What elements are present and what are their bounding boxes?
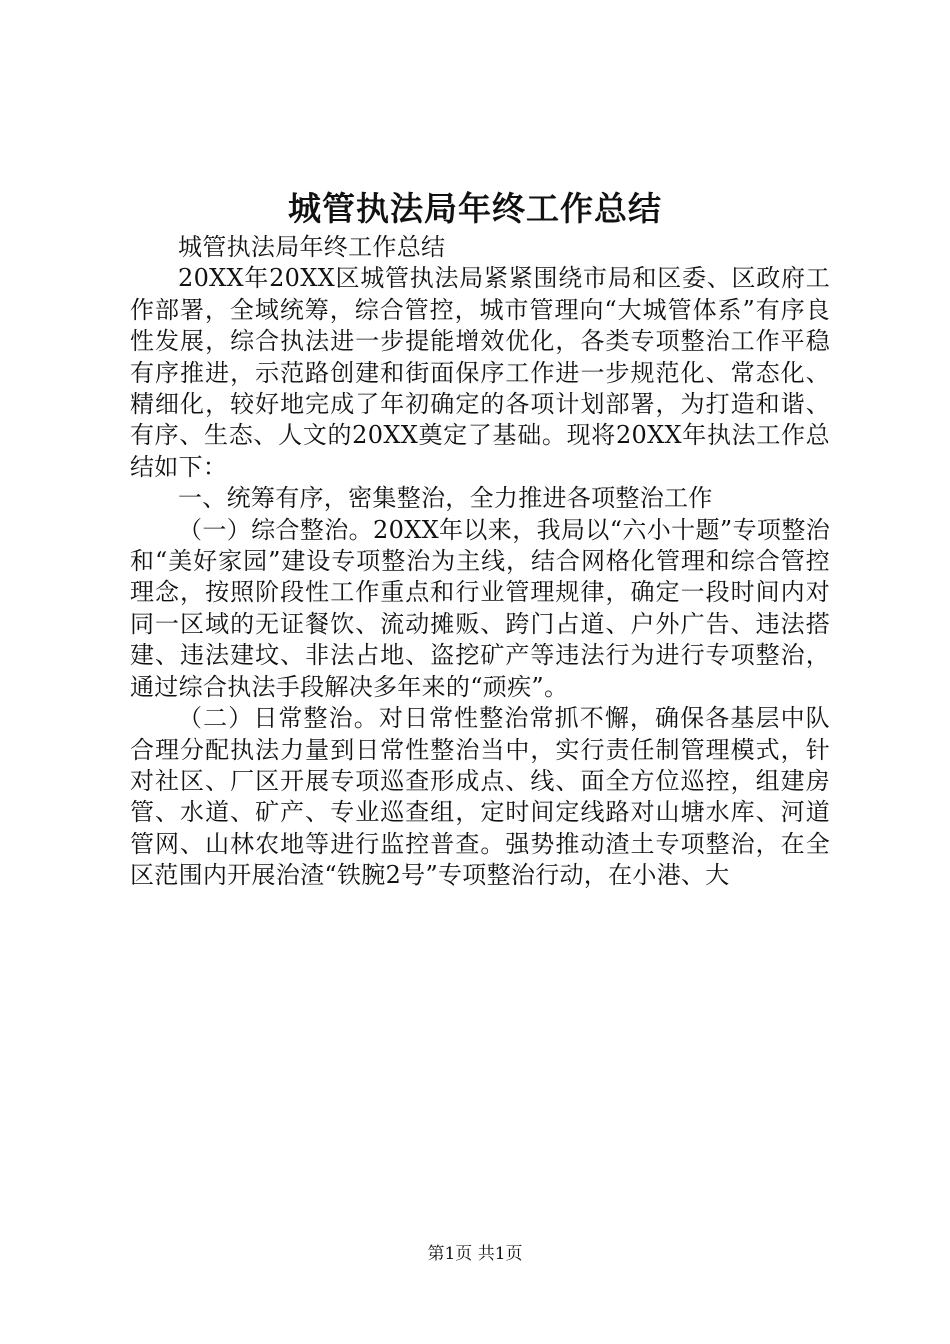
document-body (130, 232, 830, 892)
page-number-footer: 第1页 共1页 (427, 1244, 523, 1264)
section-heading-1: 一、统筹有序，密集整治，全力推进各项整治工作 (178, 484, 713, 513)
paragraph-intro: 20XX年20XX区城管执法局紧紧围绕市局和区委、区政府工作部署，全域统筹，综合管控，城市管理向“大城管体系”有序良性发展，综合执法进一步提能增效优化，各类专项整治工作平稳有序推进，示范路创建和街面保序工作进一步规范化、常态化、精细化，较好地完成了年初确定的各项计划部署，为打造和谐、有序、生态、人文的20XX奠定了基础。现将20XX年执法工作总结如下： (130, 264, 830, 481)
document-title: 城管执法局年终工作总结 (288, 189, 662, 228)
paragraph-comprehensive: （一）综合整治。20XX年以来，我局以“六小十题”专项整治和“美好家园”建设专项整治为主线，结合网格化管理和综合管控理念，按照阶段性工作重点和行业管理规律，确定一段时间内对同一区域的无证餐饮、流动摊贩、跨门占道、户外广告、违法搭建、违法建坟、非法占地、盗挖矿产等违法行为进行专项整治，通过综合执法手段解决多年来的“顽疾”。 (130, 515, 830, 701)
paragraph-subtitle: 城管执法局年终工作总结 (178, 233, 446, 261)
paragraph-daily: （二）日常整治。对日常性整治常抓不懈，确保各基层中队合理分配执法力量到日常性整治当中，实行责任制管理模式，针对社区、厂区开展专项巡查形成点、线、面全方位巡控，组建房管、水道、矿产、专业巡查组，定时间定线路对山塘水库、河道管网、山林农地等进行监控普查。强势推动渣土专项整治，在全区范围内开展治渣“铁腕2号”专项整治行动，在小港、大 (130, 704, 830, 890)
